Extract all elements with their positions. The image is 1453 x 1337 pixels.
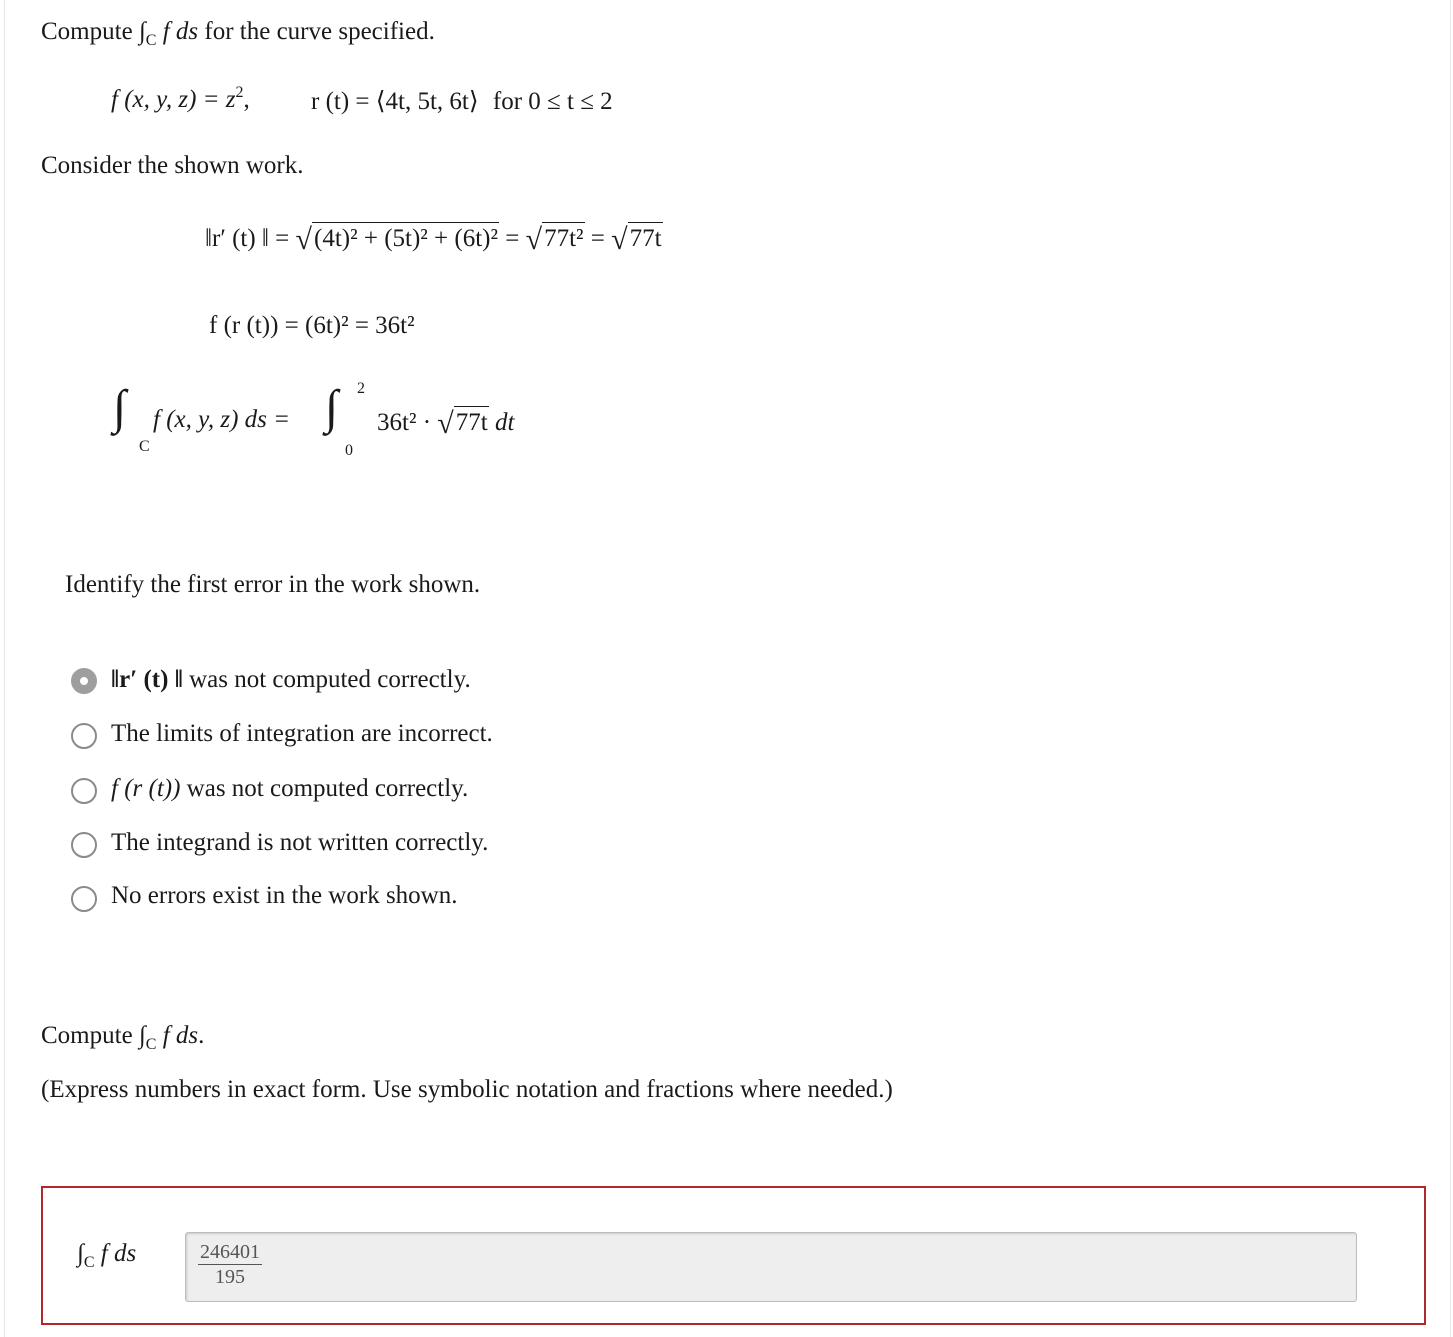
option-3-prefix: f (r (t)) — [111, 775, 181, 802]
frt-line: f (r (t)) = (6t)² = 36t² — [209, 312, 415, 339]
identify-prompt: Identify the first error in the work shown. — [65, 571, 481, 598]
option-1-label: was not computed correctly. — [189, 666, 471, 693]
compute-word: Compute — [41, 18, 133, 45]
option-3[interactable] — [111, 775, 468, 803]
function-definition: f (x, y, $z) = z^2$, — [111, 84, 250, 113]
answer-fraction — [198, 1241, 262, 1289]
option-5-label[interactable]: No errors exist in the work shown. — [111, 882, 458, 909]
option-radio-4[interactable] — [71, 832, 97, 858]
answer-denominator: 195 — [215, 1266, 245, 1288]
part2-header: Compute $\int_C$ f ds. — [41, 1022, 205, 1053]
curve-definition — [311, 86, 613, 116]
sqrt-77t2: √77t² — [525, 223, 584, 256]
curve-def: r (t) = ⟨4t, 5t, 6t⟩ — [311, 88, 479, 115]
part2-compute-word: Compute — [41, 1022, 133, 1049]
integral-line — [113, 380, 573, 470]
part2-instructions: (Express numbers in exact form. Use symbolic notation and fractions where needed.) — [41, 1076, 893, 1103]
option-1[interactable] — [111, 666, 471, 694]
integrand-sqrt: √77t — [437, 407, 488, 440]
sqrt-77t: √77t — [611, 223, 662, 256]
integral-lhs: f (x, y, z) ds = — [153, 406, 290, 433]
integrand-coef: 36t² · — [377, 409, 432, 436]
answer-box — [41, 1186, 1426, 1325]
option-2-label[interactable]: The limits of integration are incorrect. — [111, 720, 493, 747]
norm-lhs: ‖r′ (t) ‖ = — [205, 225, 290, 252]
sqrt-sum: √(4t)² + (5t)² + (6t)² — [295, 223, 498, 256]
option-radio-5[interactable] — [71, 886, 97, 912]
integral-c: C — [139, 438, 150, 455]
norm-line: ‖r′ (t) ‖ = √(4t)² + (5t)² + (6t)² = √77t² = √77t — [205, 223, 662, 256]
function-exp: 2 — [235, 84, 244, 101]
answer-label: $\int_C$ f ds — [77, 1240, 137, 1271]
integral-sign-lhs: ∫ — [113, 381, 127, 434]
answer-numerator: 246401 — [200, 1241, 260, 1263]
option-radio-3[interactable] — [71, 778, 97, 804]
integrand-dt: dt — [494, 409, 515, 436]
page — [4, 0, 1451, 1337]
option-1-prefix: ‖r′ (t) ‖ — [111, 666, 183, 693]
work-intro: Consider the shown work. — [41, 152, 304, 179]
option-3-label: was not computed correctly. — [186, 775, 469, 802]
option-radio-2[interactable] — [71, 723, 97, 749]
integral-lower: 0 — [345, 442, 353, 459]
range-text: for 0 ≤ t ≤ 2 — [492, 88, 613, 115]
option-4-label[interactable]: The integrand is not written correctly. — [111, 829, 489, 856]
integral-upper: 2 — [357, 380, 365, 397]
specified-text: for the curve specified. — [204, 18, 435, 45]
option-radio-1[interactable] — [71, 668, 97, 694]
answer-input[interactable] — [185, 1232, 1357, 1302]
integral-sign-rhs: ∫ — [325, 381, 339, 434]
question-header — [41, 18, 435, 49]
integral-over-c: $\int_C$ f ds — [138, 18, 199, 49]
function-def: f (x, y, z) = z — [111, 86, 236, 113]
